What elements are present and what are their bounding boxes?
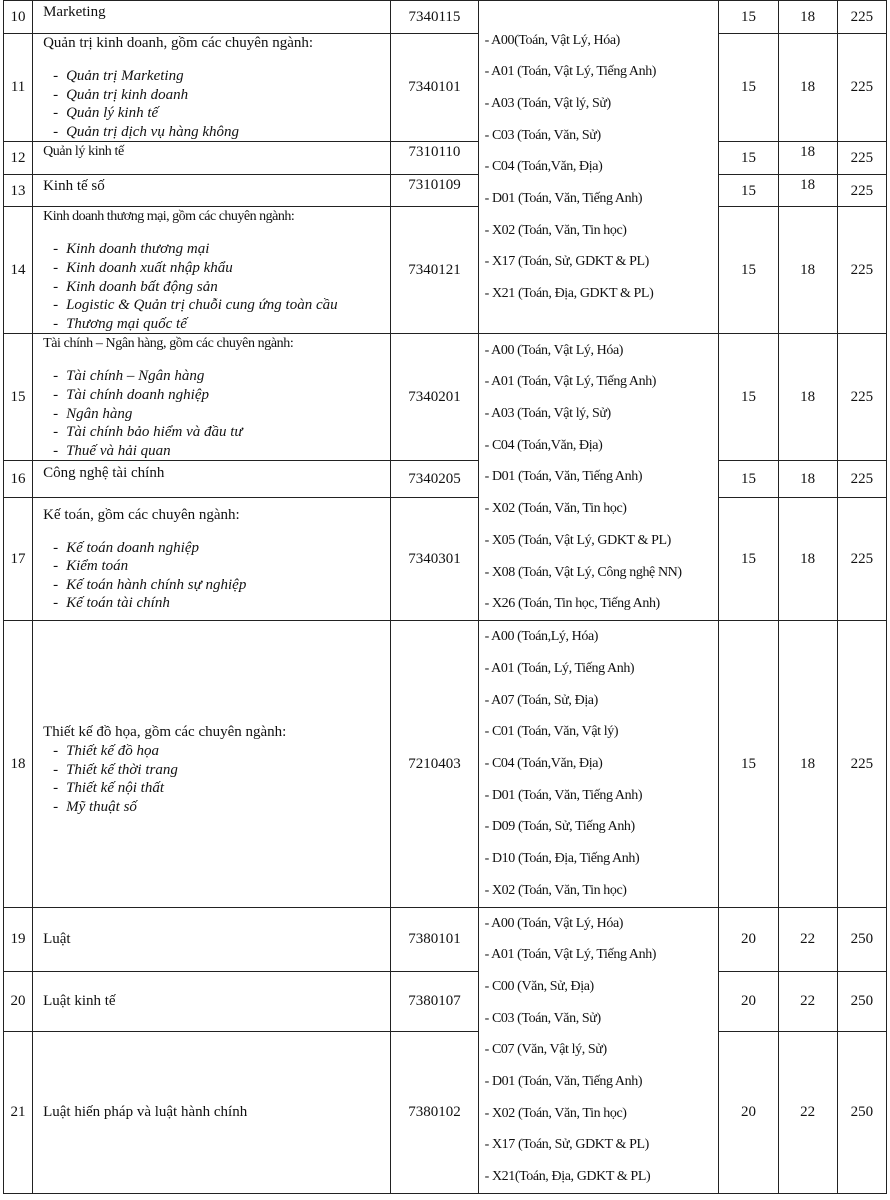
major-name-cell (33, 334, 391, 461)
row-stt: 10 (4, 1, 33, 34)
combo-item: - C03 (Toán, Văn, Sử) (484, 1010, 601, 1026)
major-name: Luật hiến pháp và luật hành chính (33, 1032, 391, 1193)
combo-item: - D10 (Toán, Địa, Tiếng Anh) (484, 851, 640, 867)
major-name: Kinh doanh thương mại, gồm các chuyên ngành: (43, 209, 295, 225)
row-stt: 14 (4, 207, 33, 334)
floor-score: 18 (778, 498, 837, 621)
combo-item: - D01 (Toán, Văn, Tiếng Anh) (484, 191, 643, 207)
floor-score: 18 (778, 1, 837, 34)
specialization-list (43, 742, 390, 816)
specialization-list (43, 67, 390, 141)
major-code: 7380102 (391, 1032, 478, 1193)
specialization-item: - Quản trị dịch vụ hàng không (53, 123, 239, 140)
tuition: 250 (837, 971, 886, 1031)
combo-item: - C03 (Toán, Văn, Sử) (484, 127, 601, 143)
major-name: Luật kinh tế (33, 971, 391, 1031)
table-row (4, 907, 887, 971)
tuition: 250 (837, 1032, 886, 1193)
floor-score: 18 (778, 334, 837, 461)
major-code: 7340301 (391, 498, 478, 621)
major-name: Kế toán, gồm các chuyên ngành: (43, 506, 240, 523)
subject-combinations (478, 907, 719, 1193)
floor-score: 18 (778, 621, 837, 907)
tuition: 225 (837, 142, 886, 175)
combo-item: - C04 (Toán,Văn, Địa) (484, 159, 603, 175)
specialization-item: - Kinh doanh bất động sản (53, 278, 218, 295)
combo-item: - C01 (Toán, Văn, Vật lý) (484, 724, 619, 740)
major-code: 7380107 (391, 971, 478, 1031)
specialization-item: - Logistic & Quản trị chuỗi cung ứng toàn cầu (53, 297, 338, 314)
combo-item: - A00 (Toán, Vật Lý, Hóa) (484, 342, 624, 358)
specialization-item: - Kiểm toán (53, 558, 129, 575)
major-name: Quản trị kinh doanh, gồm các chuyên ngành: (43, 35, 314, 51)
major-name: Luật (33, 907, 391, 971)
row-stt: 13 (4, 175, 33, 207)
combo-item: - D01 (Toán, Văn, Tiếng Anh) (484, 787, 643, 803)
major-code: 7210403 (391, 621, 478, 907)
major-name: Thiết kế đồ họa, gồm các chuyên ngành: (43, 724, 287, 741)
combo-item: - X02 (Toán, Văn, Tin học) (484, 882, 627, 898)
combo-item: - D09 (Toán, Sử, Tiếng Anh) (484, 819, 635, 835)
quota: 15 (719, 142, 778, 175)
combo-item: - A07 (Toán, Sử, Địa) (484, 692, 598, 708)
subject-combinations (478, 1, 719, 334)
tuition: 225 (837, 334, 886, 461)
row-stt: 11 (4, 34, 33, 142)
row-stt: 21 (4, 1032, 33, 1193)
row-stt: 12 (4, 142, 33, 175)
subject-combinations (478, 621, 719, 907)
floor-score: 22 (778, 971, 837, 1031)
combo-item: - X02 (Toán, Văn, Tin học) (484, 501, 627, 517)
combo-item: - A01 (Toán, Vật Lý, Tiếng Anh) (484, 64, 657, 80)
specialization-item: - Thiết kế nội thất (53, 780, 164, 797)
floor-score: 22 (778, 907, 837, 971)
table-row (4, 334, 887, 461)
table-row (4, 621, 887, 907)
specialization-item: - Thương mại quốc tế (53, 315, 187, 332)
quota: 15 (719, 1, 778, 34)
quota: 15 (719, 621, 778, 907)
specialization-item: - Mỹ thuật số (53, 799, 137, 815)
quota: 15 (719, 175, 778, 207)
specialization-list (43, 539, 390, 613)
combo-item: - A01 (Toán, Lý, Tiếng Anh) (484, 661, 635, 676)
specialization-item: - Quản trị kinh doanh (53, 86, 189, 103)
combo-item: - A01 (Toán, Vật Lý, Tiếng Anh) (484, 374, 657, 390)
admission-table (3, 0, 887, 1194)
floor-score: 18 (778, 207, 837, 334)
specialization-item: - Thiết kế thời trang (53, 761, 178, 778)
combo-item: - A03 (Toán, Vật lý, Sử) (484, 95, 611, 111)
floor-score: 18 (778, 142, 837, 175)
major-name: Kinh tế số (33, 175, 391, 207)
combo-item: - A03 (Toán, Vật lý, Sử) (484, 406, 611, 422)
floor-score: 22 (778, 1032, 837, 1193)
major-code: 7380101 (391, 907, 478, 971)
subject-combinations (478, 334, 719, 621)
combo-item: - X17 (Toán, Sử, GDKT & PL) (484, 1137, 649, 1153)
major-name: Công nghệ tài chính (33, 461, 391, 498)
table-row (4, 142, 887, 175)
major-code: 7340121 (391, 207, 478, 334)
combo-item: - D01 (Toán, Văn, Tiếng Anh) (484, 469, 643, 485)
row-stt: 17 (4, 498, 33, 621)
combo-item: - X02 (Toán, Văn, Tin học) (484, 222, 627, 238)
combo-item: - D01 (Toán, Văn, Tiếng Anh) (484, 1073, 643, 1089)
major-code: 7340205 (391, 461, 478, 498)
specialization-item: - Kinh doanh thương mại (53, 241, 210, 258)
tuition: 225 (837, 1, 886, 34)
major-code: 7340201 (391, 334, 478, 461)
combo-item: - X08 (Toán, Vật Lý, Công nghệ NN) (484, 564, 682, 580)
specialization-item: - Thuế và hải quan (53, 442, 171, 459)
combo-item: - X26 (Toán, Tin học, Tiếng Anh) (484, 596, 660, 612)
tuition: 225 (837, 621, 886, 907)
major-name-cell (33, 621, 391, 907)
tuition: 225 (837, 34, 886, 142)
quota: 15 (719, 461, 778, 498)
specialization-list (43, 367, 390, 460)
table-row (4, 175, 887, 207)
specialization-list (43, 240, 390, 333)
specialization-item: - Tài chính bảo hiểm và đầu tư (53, 424, 243, 441)
table-row (4, 207, 887, 334)
combo-item: - X02 (Toán, Văn, Tin học) (484, 1105, 627, 1121)
specialization-item: - Kế toán hành chính sự nghiệp (53, 576, 247, 593)
table-row (4, 1, 887, 34)
specialization-item: - Tài chính doanh nghiệp (53, 386, 210, 403)
quota: 20 (719, 1032, 778, 1193)
major-code: 7310109 (391, 175, 478, 207)
specialization-item: - Thiết kế đồ họa (53, 743, 159, 760)
combo-item: - A00 (Toán,Lý, Hóa) (484, 629, 599, 645)
tuition: 225 (837, 175, 886, 207)
combo-item: - C07 (Văn, Vật lý, Sử) (484, 1042, 607, 1058)
quota: 15 (719, 207, 778, 334)
combo-item: - X21(Toán, Địa, GDKT & PL) (484, 1169, 651, 1184)
floor-score: 18 (778, 175, 837, 207)
floor-score: 18 (778, 34, 837, 142)
specialization-item: - Tài chính – Ngân hàng (53, 368, 205, 385)
major-name-cell (33, 498, 391, 621)
major-code: 7340115 (391, 1, 478, 34)
combo-item: - C04 (Toán,Văn, Địa) (484, 756, 603, 772)
row-stt: 20 (4, 971, 33, 1031)
tuition: 250 (837, 907, 886, 971)
quota: 15 (719, 498, 778, 621)
combo-item: - X17 (Toán, Sử, GDKT & PL) (484, 254, 649, 270)
tuition: 225 (837, 461, 886, 498)
combo-item: - X05 (Toán, Vật Lý, GDKT & PL) (484, 532, 671, 548)
row-stt: 18 (4, 621, 33, 907)
quota: 20 (719, 907, 778, 971)
tuition: 225 (837, 207, 886, 334)
combo-item: - A00 (Toán, Vật Lý, Hóa) (484, 915, 624, 931)
specialization-item: - Kế toán doanh nghiệp (53, 539, 199, 556)
combo-item: - A01 (Toán, Vật Lý, Tiếng Anh) (484, 947, 657, 963)
combo-item: - A00(Toán, Vật Lý, Hóa) (484, 32, 620, 48)
quota: 15 (719, 334, 778, 461)
table-row (4, 498, 887, 621)
row-stt: 16 (4, 461, 33, 498)
specialization-item: - Kinh doanh xuất nhập khẩu (53, 259, 233, 276)
major-code: 7310110 (391, 142, 478, 175)
row-stt: 15 (4, 334, 33, 461)
major-code: 7340101 (391, 34, 478, 142)
specialization-item: - Quản lý kinh tế (53, 105, 159, 122)
major-name: Quản lý kinh tế (33, 142, 391, 175)
specialization-item: - Ngân hàng (53, 405, 133, 422)
combo-item: - C04 (Toán,Văn, Địa) (484, 437, 603, 453)
specialization-item: - Quản trị Marketing (53, 68, 184, 84)
row-stt: 19 (4, 907, 33, 971)
table-row (4, 971, 887, 1031)
table-row (4, 1032, 887, 1193)
combo-item: - X21 (Toán, Địa, GDKT & PL) (484, 286, 654, 302)
major-name: Marketing (33, 1, 391, 34)
tuition: 225 (837, 498, 886, 621)
table-row (4, 34, 887, 142)
major-name-cell (33, 207, 391, 334)
major-name-cell (33, 34, 391, 142)
major-name: Tài chính – Ngân hàng, gồm các chuyên ngành: (43, 336, 294, 352)
floor-score: 18 (778, 461, 837, 498)
combo-item: - C00 (Văn, Sử, Địa) (484, 978, 594, 994)
quota: 20 (719, 971, 778, 1031)
specialization-item: - Kế toán tài chính (53, 595, 170, 612)
table-row (4, 461, 887, 498)
quota: 15 (719, 34, 778, 142)
